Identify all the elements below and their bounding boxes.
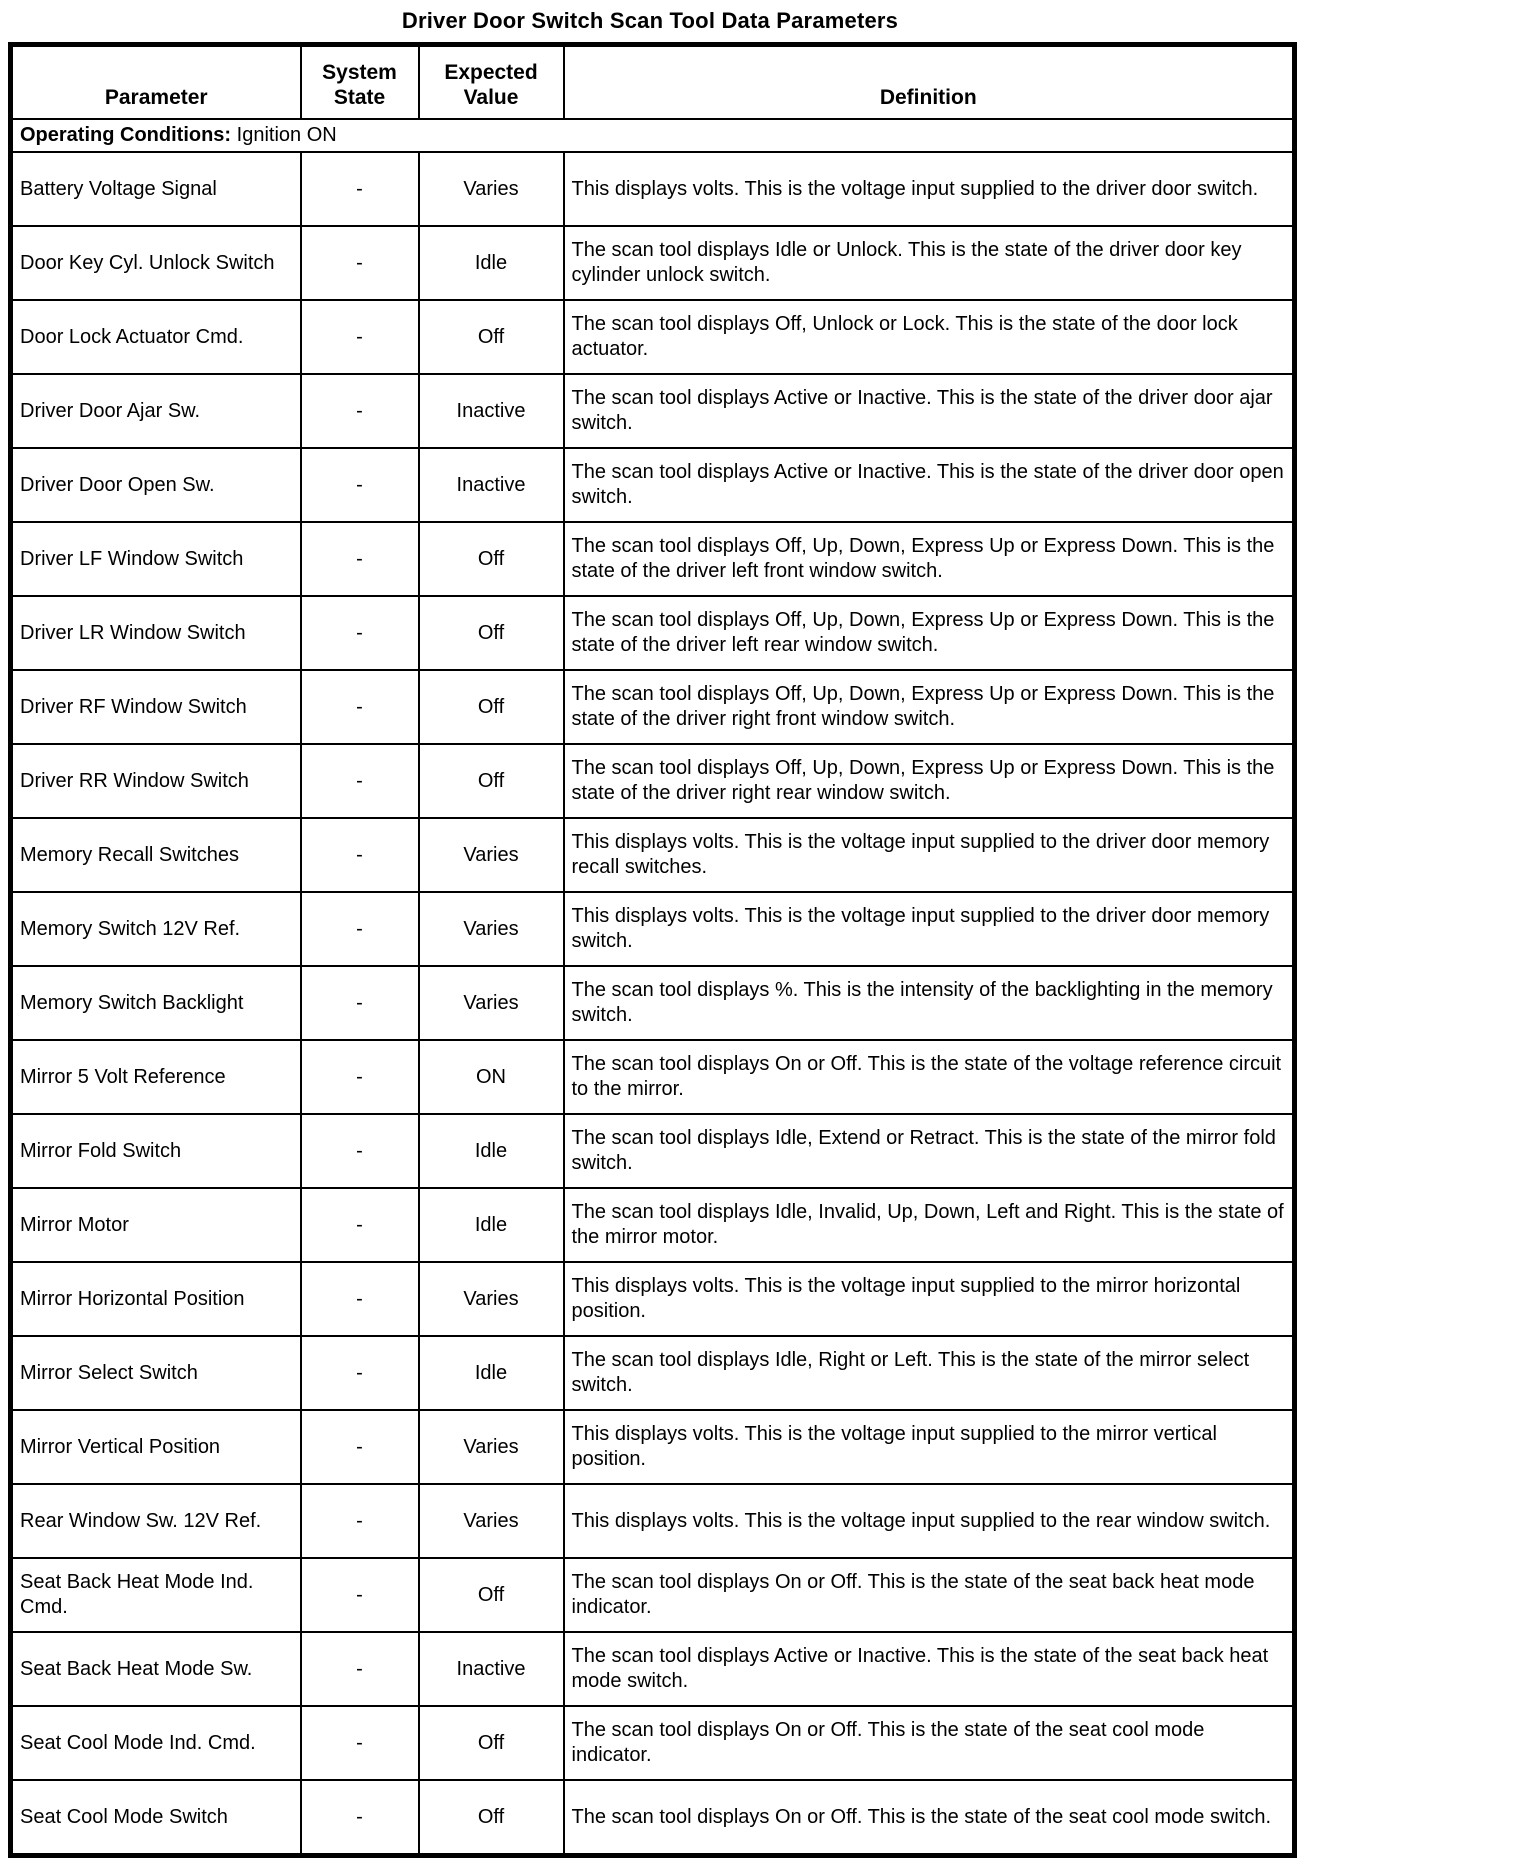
definition-cell: The scan tool displays On or Off. This is the state of the seat cool mode indicator. [564,1706,1295,1780]
table-body [11,119,1295,1856]
system-state-cell: - [301,152,419,226]
system-state-cell: - [301,670,419,744]
definition-cell: This displays volts. This is the voltage input supplied to the mirror vertical position. [564,1410,1295,1484]
expected-value-cell: Inactive [419,448,564,522]
table-row [11,1706,1295,1780]
definition-cell: The scan tool displays On or Off. This is the state of the seat cool mode switch. [564,1780,1295,1856]
expected-value-cell: Off [419,1706,564,1780]
table-row [11,1114,1295,1188]
definition-cell: This displays volts. This is the voltage input supplied to the driver door memory recall switches. [564,818,1295,892]
expected-value-cell: Off [419,744,564,818]
definition-cell: This displays volts. This is the voltage input supplied to the rear window switch. [564,1484,1295,1558]
system-state-cell: - [301,1410,419,1484]
system-state-cell: - [301,1632,419,1706]
table-row [11,1484,1295,1558]
expected-value-cell: Off [419,522,564,596]
table-row [11,596,1295,670]
parameter-cell: Mirror 5 Volt Reference [11,1040,301,1114]
system-state-cell: - [301,1262,419,1336]
system-state-cell: - [301,966,419,1040]
expected-value-cell: Off [419,1558,564,1632]
definition-cell: The scan tool displays Idle, Invalid, Up, Down, Left and Right. This is the state of the mirror motor. [564,1188,1295,1262]
parameter-cell: Rear Window Sw. 12V Ref. [11,1484,301,1558]
definition-cell: This displays volts. This is the voltage input supplied to the driver door switch. [564,152,1295,226]
parameter-cell: Mirror Fold Switch [11,1114,301,1188]
parameter-cell: Driver Door Open Sw. [11,448,301,522]
definition-cell: This displays volts. This is the voltage input supplied to the mirror horizontal position. [564,1262,1295,1336]
table-row [11,1188,1295,1262]
parameter-cell: Driver RR Window Switch [11,744,301,818]
table-row [11,966,1295,1040]
definition-cell: The scan tool displays Active or Inactive. This is the state of the driver door ajar switch. [564,374,1295,448]
expected-value-cell: Varies [419,1262,564,1336]
system-state-cell: - [301,300,419,374]
system-state-cell: - [301,596,419,670]
table-row [11,300,1295,374]
parameter-cell: Mirror Select Switch [11,1336,301,1410]
table-row [11,374,1295,448]
system-state-cell: - [301,1114,419,1188]
parameter-cell: Battery Voltage Signal [11,152,301,226]
table-row [11,522,1295,596]
system-state-cell: - [301,818,419,892]
parameter-cell: Memory Recall Switches [11,818,301,892]
expected-value-cell: Off [419,596,564,670]
expected-value-cell: Off [419,300,564,374]
parameter-cell: Memory Switch 12V Ref. [11,892,301,966]
definition-cell: The scan tool displays Idle, Right or Left. This is the state of the mirror select switch. [564,1336,1295,1410]
parameter-cell: Seat Cool Mode Ind. Cmd. [11,1706,301,1780]
expected-value-cell: Idle [419,1336,564,1410]
expected-value-cell: Varies [419,892,564,966]
system-state-cell: - [301,1040,419,1114]
parameter-cell: Seat Back Heat Mode Ind. Cmd. [11,1558,301,1632]
expected-value-cell: Inactive [419,1632,564,1706]
expected-value-cell: Varies [419,966,564,1040]
expected-value-cell: Off [419,670,564,744]
definition-cell: The scan tool displays On or Off. This is the state of the seat back heat mode indicator. [564,1558,1295,1632]
operating-conditions-value: Ignition ON [236,124,337,146]
system-state-cell: - [301,1188,419,1262]
col-header-definition: Definition [564,45,1295,120]
parameter-cell: Mirror Horizontal Position [11,1262,301,1336]
system-state-cell: - [301,1706,419,1780]
system-state-cell: - [301,448,419,522]
parameter-cell: Seat Back Heat Mode Sw. [11,1632,301,1706]
table-row [11,818,1295,892]
expected-value-cell: Idle [419,226,564,300]
header-row [11,45,1295,120]
system-state-cell: - [301,522,419,596]
table-row [11,1040,1295,1114]
parameter-cell: Driver LR Window Switch [11,596,301,670]
table-row [11,152,1295,226]
parameter-cell: Driver LF Window Switch [11,522,301,596]
system-state-cell: - [301,374,419,448]
table-row [11,1780,1295,1856]
parameter-cell: Door Key Cyl. Unlock Switch [11,226,301,300]
definition-cell: This displays volts. This is the voltage input supplied to the driver door memory switch. [564,892,1295,966]
expected-value-cell: Varies [419,818,564,892]
table-row [11,1632,1295,1706]
table-row [11,1336,1295,1410]
expected-value-cell: Varies [419,1484,564,1558]
system-state-cell: - [301,1484,419,1558]
operating-conditions-cell [11,119,1295,152]
expected-value-cell: Varies [419,1410,564,1484]
system-state-cell: - [301,226,419,300]
col-header-expected-value: Expected Value [419,45,564,120]
system-state-cell: - [301,1780,419,1856]
system-state-cell: - [301,744,419,818]
expected-value-cell: Inactive [419,374,564,448]
parameter-cell: Mirror Motor [11,1188,301,1262]
system-state-cell: - [301,1558,419,1632]
parameter-cell: Seat Cool Mode Switch [11,1780,301,1856]
scan-tool-data-table [8,42,1297,1858]
table-row [11,1558,1295,1632]
parameter-cell: Door Lock Actuator Cmd. [11,300,301,374]
parameter-cell: Mirror Vertical Position [11,1410,301,1484]
document-title: Driver Door Switch Scan Tool Data Parameters [401,8,899,33]
table-row [11,1410,1295,1484]
table-row [11,448,1295,522]
table-row [11,892,1295,966]
definition-cell: The scan tool displays Off, Up, Down, Express Up or Express Down. This is the state of the driver left front window switch. [564,522,1295,596]
col-header-system-state: System State [301,45,419,120]
parameter-cell: Driver RF Window Switch [11,670,301,744]
definition-cell: The scan tool displays Idle, Extend or Retract. This is the state of the mirror fold switch. [564,1114,1295,1188]
expected-value-cell: Idle [419,1188,564,1262]
table-row [11,1262,1295,1336]
definition-cell: The scan tool displays Active or Inactive. This is the state of the seat back heat mode switch. [564,1632,1295,1706]
parameter-cell: Driver Door Ajar Sw. [11,374,301,448]
definition-cell: The scan tool displays Off, Unlock or Lock. This is the state of the door lock actuator. [564,300,1295,374]
table-row [11,670,1295,744]
table-row [11,744,1295,818]
table-header [11,45,1295,120]
definition-cell: The scan tool displays %. This is the intensity of the backlighting in the memory switch. [564,966,1295,1040]
col-header-parameter: Parameter [11,45,301,120]
expected-value-cell: ON [419,1040,564,1114]
operating-conditions-label: Operating Conditions: [20,124,232,146]
operating-conditions-row [11,119,1295,152]
definition-cell: The scan tool displays Idle or Unlock. This is the state of the driver door key cylinder unlock switch. [564,226,1295,300]
system-state-cell: - [301,1336,419,1410]
definition-cell: The scan tool displays Active or Inactive. This is the state of the driver door open switch. [564,448,1295,522]
definition-cell: The scan tool displays Off, Up, Down, Express Up or Express Down. This is the state of the driver left rear window switch. [564,596,1295,670]
definition-cell: The scan tool displays On or Off. This is the state of the voltage reference circuit to the mirror. [564,1040,1295,1114]
expected-value-cell: Idle [419,1114,564,1188]
system-state-cell: - [301,892,419,966]
definition-cell: The scan tool displays Off, Up, Down, Express Up or Express Down. This is the state of the driver right front window switch. [564,670,1295,744]
parameter-cell: Memory Switch Backlight [11,966,301,1040]
table-row [11,226,1295,300]
expected-value-cell: Varies [419,152,564,226]
expected-value-cell: Off [419,1780,564,1856]
definition-cell: The scan tool displays Off, Up, Down, Express Up or Express Down. This is the state of the driver right rear window switch. [564,744,1295,818]
